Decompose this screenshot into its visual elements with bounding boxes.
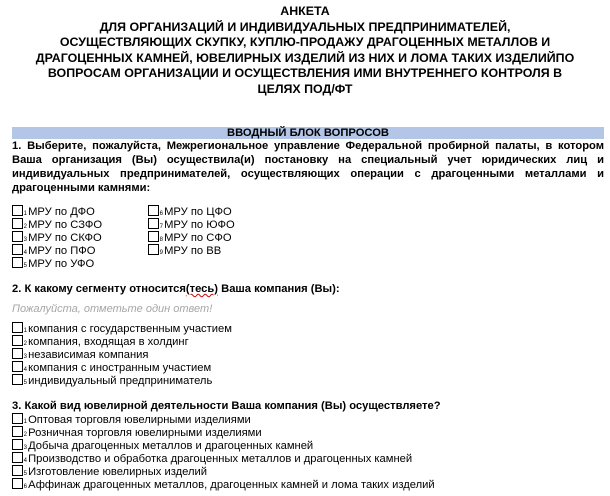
checkbox[interactable]: 5 <box>12 257 23 268</box>
option-label: МРУ по СКФО <box>28 232 102 244</box>
q3-option-mining[interactable] <box>12 439 313 453</box>
checkbox[interactable]: 6 <box>148 205 159 216</box>
checkbox[interactable]: 1 <box>12 413 23 424</box>
option-label: МРУ по ПФО <box>28 245 96 257</box>
q1-option-skfo[interactable] <box>12 231 102 245</box>
title-line: ДРАГОЦЕННЫХ КАМНЕЙ, ЮВЕЛИРНЫХ ИЗДЕЛИЙ ИЗ НИХ И ЛОМА ТАКИХ ИЗДЕЛИЙПО <box>35 50 575 65</box>
option-label: МРУ по ДФО <box>28 206 95 218</box>
document-title <box>0 4 610 97</box>
option-label: независимая компания <box>28 349 149 361</box>
option-label: компания, входящая в холдинг <box>28 336 189 348</box>
checkbox[interactable]: 2 <box>12 218 23 229</box>
option-label: Изготовление ювелирных изделий <box>28 466 208 478</box>
checkbox[interactable]: 7 <box>148 218 159 229</box>
q1-option-dfo[interactable] <box>12 205 95 219</box>
title-line: ЦЕЛЯХ ПОД/ФТ <box>257 81 353 96</box>
q1-option-szfo[interactable] <box>12 218 102 232</box>
checkbox[interactable]: 5 <box>12 465 23 476</box>
q1-option-ufo[interactable] <box>12 257 94 271</box>
option-label: Аффинаж драгоценных металлов, драгоценных камней и лома таких изделий <box>28 479 435 491</box>
question-3-text: 3. Какой вид ювелирной деятельности Ваша компания (Вы) осуществляете? <box>12 400 441 412</box>
option-label: Розничная торговля ювелирными изделиями <box>28 427 262 439</box>
q1-option-vv[interactable] <box>148 244 221 258</box>
option-label: Добыча драгоценных металлов и драгоценных камней <box>28 440 314 452</box>
option-label: МРУ по ЮФО <box>164 219 235 231</box>
q3-option-refining[interactable] <box>12 478 435 492</box>
q1-option-cfo[interactable] <box>148 205 232 219</box>
q2-option-independent[interactable] <box>12 348 148 362</box>
checkbox[interactable]: 4 <box>12 244 23 255</box>
option-label: МРУ по ВВ <box>164 245 222 257</box>
option-label: Оптовая торговля ювелирными изделиями <box>28 414 251 426</box>
section-header: ВВОДНЫЙ БЛОК ВОПРОСОВ <box>12 127 604 139</box>
checkbox[interactable]: 4 <box>12 361 23 372</box>
option-label: компания с государственным участием <box>28 323 232 335</box>
option-label: МРУ по СЗФО <box>28 219 103 231</box>
question-2-text: 2. К какому сегменту относится(тесь) Ваша компания (Вы): <box>12 283 340 295</box>
checkbox[interactable]: 8 <box>148 231 159 242</box>
q1-option-pfo[interactable] <box>12 244 96 258</box>
checkbox[interactable]: 3 <box>12 231 23 242</box>
option-label: компания с иностранным участием <box>28 362 212 374</box>
option-label: индивидуальный предприниматель <box>28 375 213 387</box>
checkbox[interactable]: 1 <box>12 322 23 333</box>
checkbox[interactable]: 1 <box>12 205 23 216</box>
title-line: ВОПРОСАМ ОРГАНИЗАЦИИ И ОСУЩЕСТВЛЕНИЯ ИМИ ВНУТРЕННЕГО КОНТРОЛЯ В <box>47 66 563 80</box>
q2-option-entrepreneur[interactable] <box>12 374 212 388</box>
q2-option-holding[interactable] <box>12 335 189 349</box>
typo-mark: (тесь) <box>185 283 219 295</box>
title-line: ДЛЯ ОРГАНИЗАЦИЙ И ИНДИВИДУАЛЬНЫХ ПРЕДПРИНИМАТЕЛЕЙ, <box>99 19 511 34</box>
checkbox[interactable]: 5 <box>12 374 23 385</box>
q3-option-wholesale[interactable] <box>12 413 251 427</box>
q2-option-foreign[interactable] <box>12 361 211 375</box>
q3-option-manufacturing[interactable] <box>12 465 207 479</box>
checkbox[interactable]: 2 <box>12 335 23 346</box>
q3-option-processing[interactable] <box>12 452 412 466</box>
title-line: ОСУЩЕСТВЛЯЮЩИХ СКУПКУ, КУПЛЮ-ПРОДАЖУ ДРАГОЦЕННЫХ МЕТАЛЛОВ И <box>59 35 551 49</box>
option-label: МРУ по СФО <box>164 232 232 244</box>
question-1-text: 1. Выберите, пожалуйста, Межрегиональное управление Федеральной пробирной палаты, в котором Ваша организация (Вы) осуществила(и) постановку на специальный учет юридических лиц и индивидуальных предпринимателей, осуществляющих операции с драгоценными металлами и драгоценными камнями: <box>12 140 604 194</box>
q1-option-yufo[interactable] <box>148 218 235 232</box>
checkbox[interactable]: 3 <box>12 348 23 359</box>
q1-option-sfo[interactable] <box>148 231 232 245</box>
q2-option-state[interactable] <box>12 322 232 336</box>
checkbox[interactable]: 4 <box>12 452 23 463</box>
question-2-hint: Пожалуйста, отметьте один ответ! <box>12 303 213 315</box>
checkbox[interactable]: 6 <box>12 478 23 489</box>
checkbox[interactable]: 9 <box>148 244 159 255</box>
option-label: МРУ по УФО <box>28 258 95 270</box>
option-label: Производство и обработка драгоценных металлов и драгоценных камней <box>28 453 413 465</box>
checkbox[interactable]: 2 <box>12 426 23 437</box>
checkbox[interactable]: 3 <box>12 439 23 450</box>
title-line: АНКЕТА <box>280 4 330 18</box>
q3-option-retail[interactable] <box>12 426 262 440</box>
option-label: МРУ по ЦФО <box>164 206 232 218</box>
